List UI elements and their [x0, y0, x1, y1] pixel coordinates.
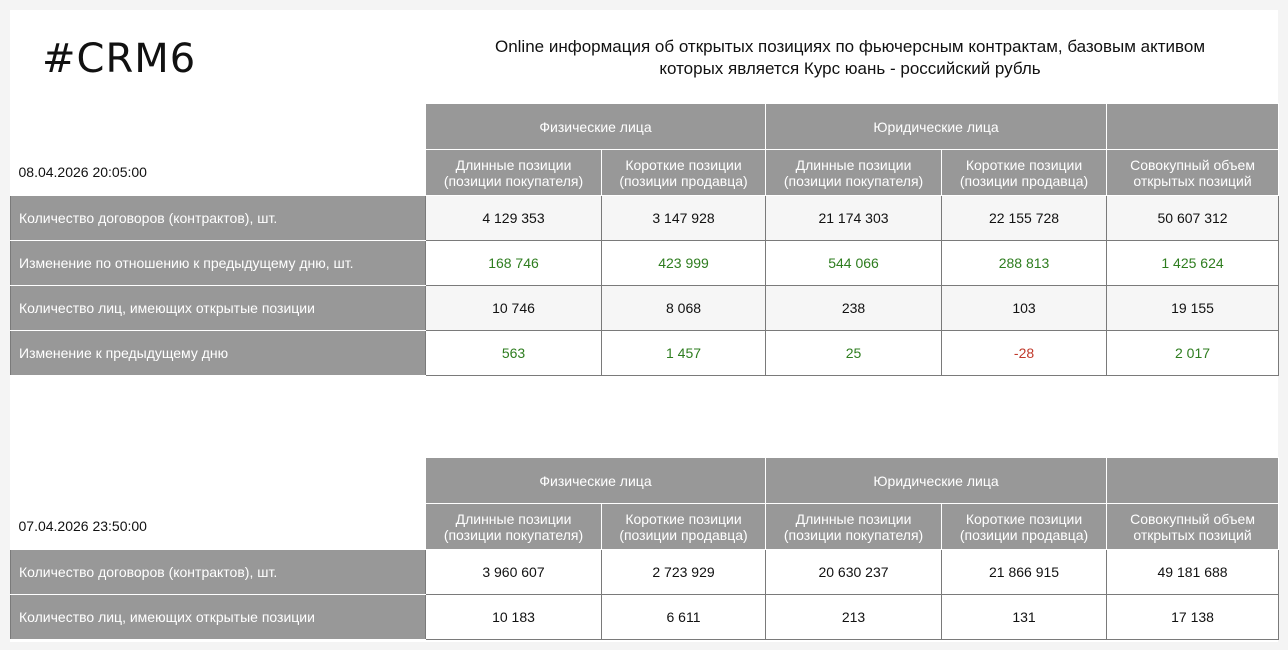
table-cell: 2 723 929: [602, 550, 766, 595]
group-header-legal: Юридические лица: [766, 458, 1107, 504]
row-label: Количество лиц, имеющих открытые позиции: [11, 286, 426, 331]
table-row: [11, 595, 1279, 640]
group-header-legal: Юридические лица: [766, 104, 1107, 150]
table-cell: 22 155 728: [942, 196, 1107, 241]
table-cell: 17 138: [1107, 595, 1279, 640]
table-cell: 213: [766, 595, 942, 640]
page-title: [430, 36, 1270, 80]
col-header-short: Короткие позиции (позиции продавца): [942, 504, 1107, 550]
change-cell: 168 746: [426, 241, 602, 286]
change-cell: 423 999: [602, 241, 766, 286]
col-header-short: Короткие позиции (позиции продавца): [602, 150, 766, 196]
group-header-empty: [1107, 104, 1279, 150]
col-header-total: Совокупный объем открытых позиций: [1107, 150, 1279, 196]
table-cell: 103: [942, 286, 1107, 331]
table-cell: 49 181 688: [1107, 550, 1279, 595]
page-title-line1: Online информация об открытых позициях по фьючерсным контрактам, базовым активом: [494, 37, 1206, 56]
group-header-physical: Физические лица: [426, 104, 766, 150]
table-cell: 131: [942, 595, 1107, 640]
change-cell: 2 017: [1107, 331, 1279, 376]
table-cell: 238: [766, 286, 942, 331]
page-title-line2: которых является Курс юань - российский рубль: [659, 59, 1041, 78]
row-label: Количество лиц, имеющих открытые позиции: [11, 595, 426, 640]
open-interest-table-current: [10, 103, 1279, 376]
table-cell: 50 607 312: [1107, 196, 1279, 241]
table-cell: 21 866 915: [942, 550, 1107, 595]
table-cell: 3 147 928: [602, 196, 766, 241]
row-label: Изменение к предыдущему дню: [11, 331, 426, 376]
table-row: [11, 241, 1279, 286]
col-header-long: Длинные позиции (позиции покупателя): [766, 150, 942, 196]
crm6-logo: #CRM6: [42, 36, 197, 82]
col-header-long: Длинные позиции (позиции покупателя): [766, 504, 942, 550]
change-cell: 288 813: [942, 241, 1107, 286]
page: [10, 10, 1278, 642]
change-cell: 544 066: [766, 241, 942, 286]
table-row: [11, 196, 1279, 241]
col-header-long: Длинные позиции (позиции покупателя): [426, 504, 602, 550]
table-cell: 10 746: [426, 286, 602, 331]
table-row: [11, 286, 1279, 331]
row-label: Количество договоров (контрактов), шт.: [11, 196, 426, 241]
table-row: [11, 550, 1279, 595]
row-label: Количество договоров (контрактов), шт.: [11, 550, 426, 595]
table-cell: 3 960 607: [426, 550, 602, 595]
col-header-short: Короткие позиции (позиции продавца): [602, 504, 766, 550]
table-cell: 4 129 353: [426, 196, 602, 241]
col-header-short: Короткие позиции (позиции продавца): [942, 150, 1107, 196]
table-cell: 10 183: [426, 595, 602, 640]
table-cell: 19 155: [1107, 286, 1279, 331]
change-cell: 1 457: [602, 331, 766, 376]
table-cell: 20 630 237: [766, 550, 942, 595]
table-cell: 6 611: [602, 595, 766, 640]
table-cell: 21 174 303: [766, 196, 942, 241]
snapshot-date: 07.04.2026 23:50:00: [11, 458, 426, 550]
table-cell: 8 068: [602, 286, 766, 331]
change-cell: 563: [426, 331, 602, 376]
snapshot-date: 08.04.2026 20:05:00: [11, 104, 426, 196]
change-cell: -28: [942, 331, 1107, 376]
open-interest-table-previous: [10, 457, 1279, 640]
table-row: [11, 331, 1279, 376]
col-header-total: Совокупный объем открытых позиций: [1107, 504, 1279, 550]
group-header-empty: [1107, 458, 1279, 504]
group-header-physical: Физические лица: [426, 458, 766, 504]
change-cell: 1 425 624: [1107, 241, 1279, 286]
row-label: Изменение по отношению к предыдущему дню, шт.: [11, 241, 426, 286]
change-cell: 25: [766, 331, 942, 376]
col-header-long: Длинные позиции (позиции покупателя): [426, 150, 602, 196]
